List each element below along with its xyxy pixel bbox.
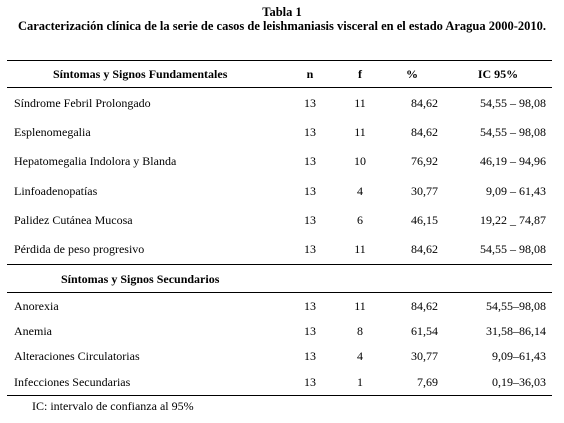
row-percent: 30,77 [411, 184, 438, 198]
row-percent: 46,15 [411, 213, 438, 227]
row-ic: 54,55–98,08 [486, 299, 546, 313]
row-n: 13 [304, 184, 316, 198]
header-ic: IC 95% [477, 67, 519, 81]
row-f: 1 [357, 375, 363, 389]
header-rule [7, 87, 552, 88]
row-ic: 9,09–61,43 [492, 349, 546, 363]
row-label: Linfoadenopatías [14, 184, 98, 198]
row-f: 8 [357, 324, 363, 338]
row-label: Anemia [14, 324, 52, 338]
section-title-secundarios: Síntomas y Signos Secundarios [61, 272, 220, 286]
row-f: 4 [357, 349, 363, 363]
row-n: 13 [304, 242, 316, 256]
row-percent: 7,69 [417, 375, 438, 389]
row-label: Esplenomegalia [14, 125, 91, 139]
table-caption: Caracterización clínica de la serie de casos de leishmaniasis visceral en el estado Aragua 2000-2010. [17, 19, 547, 33]
row-n: 13 [304, 324, 316, 338]
row-label: Alteraciones Circulatorias [14, 349, 140, 363]
row-ic: 31,58–86,14 [486, 324, 546, 338]
table-footnote: IC: intervalo de confianza al 95% [32, 399, 194, 413]
row-n: 13 [304, 213, 316, 227]
top-rule [7, 60, 552, 61]
row-f: 11 [354, 299, 366, 313]
row-percent: 61,54 [411, 324, 438, 338]
row-ic: 19,22 _ 74,87 [480, 213, 546, 227]
row-ic: 54,55 – 98,08 [480, 96, 546, 110]
row-n: 13 [304, 154, 316, 168]
row-ic: 0,19–36,03 [492, 375, 546, 389]
row-f: 11 [354, 242, 366, 256]
row-percent: 76,92 [411, 154, 438, 168]
row-label: Infecciones Secundarias [14, 375, 131, 389]
row-ic: 54,55 – 98,08 [480, 125, 546, 139]
bottom-rule [7, 395, 552, 396]
section-rule [7, 264, 552, 265]
row-f: 10 [354, 154, 366, 168]
table-number: Tabla 1 [262, 5, 302, 19]
header-n: n [306, 67, 314, 81]
row-f: 11 [354, 125, 366, 139]
section-header-rule [7, 292, 552, 293]
row-f: 4 [357, 184, 363, 198]
header-percent: % [406, 67, 418, 81]
row-percent: 84,62 [411, 125, 438, 139]
row-f: 11 [354, 96, 366, 110]
row-label: Hepatomegalia Indolora y Blanda [14, 154, 177, 168]
row-f: 6 [357, 213, 363, 227]
header-label: Síntomas y Signos Fundamentales [53, 67, 228, 81]
row-percent: 84,62 [411, 96, 438, 110]
row-n: 13 [304, 375, 316, 389]
row-label: Anorexia [14, 299, 59, 313]
row-percent: 84,62 [411, 299, 438, 313]
row-ic: 9,09 – 61,43 [486, 184, 546, 198]
row-n: 13 [304, 96, 316, 110]
row-percent: 30,77 [411, 349, 438, 363]
row-ic: 54,55 – 98,08 [480, 242, 546, 256]
row-percent: 84,62 [411, 242, 438, 256]
row-ic: 46,19 – 94,96 [480, 154, 546, 168]
row-label: Palidez Cutánea Mucosa [14, 213, 133, 227]
row-n: 13 [304, 299, 316, 313]
row-n: 13 [304, 349, 316, 363]
row-n: 13 [304, 125, 316, 139]
row-label: Pérdida de peso progresivo [14, 242, 145, 256]
header-f: f [358, 67, 362, 81]
row-label: Síndrome Febril Prolongado [14, 96, 151, 110]
